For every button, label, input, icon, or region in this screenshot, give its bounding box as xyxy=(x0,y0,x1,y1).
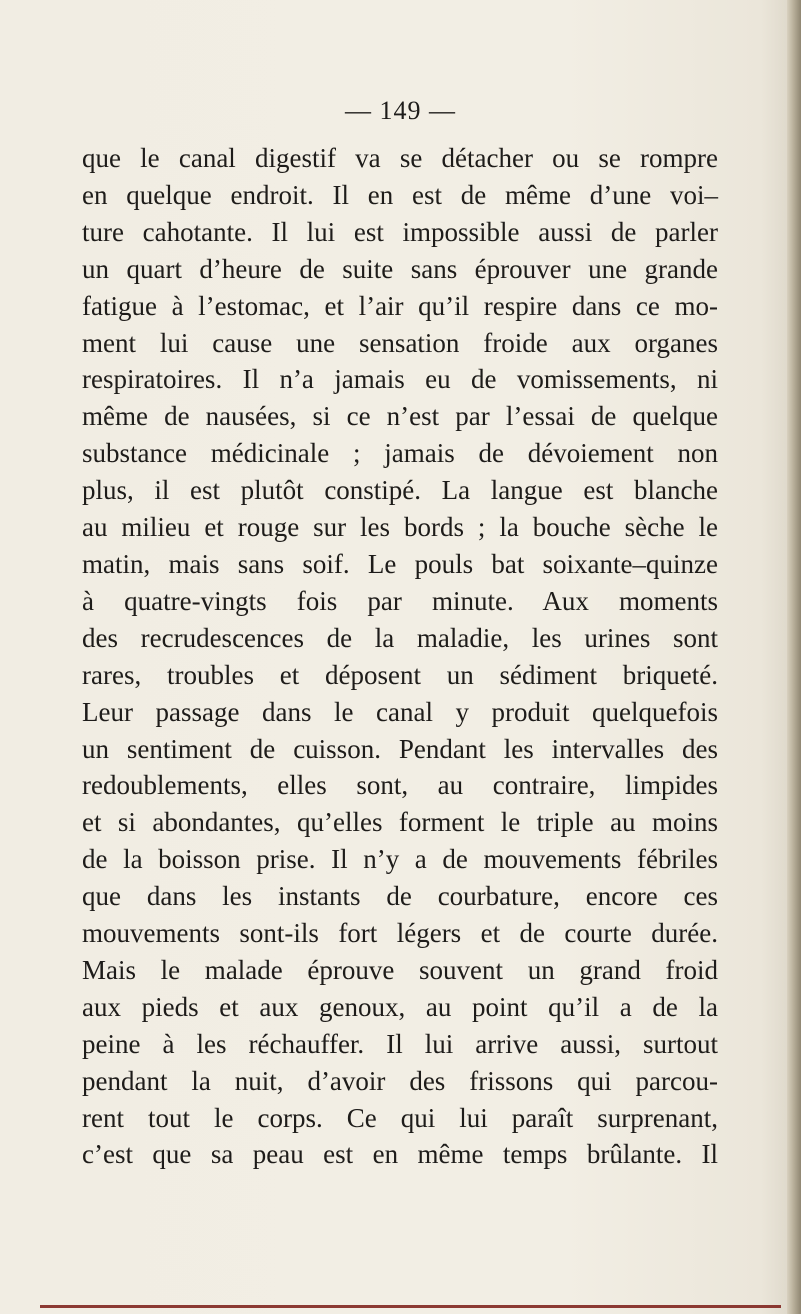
text-line-22: mouvements sont-ils fort légers et de courte durée. xyxy=(82,918,718,949)
text-line-21: que dans les instants de courbature, encore ces xyxy=(82,881,718,912)
text-line-6: ment lui cause une sensation froide aux organes xyxy=(82,327,718,358)
text-line-17: un sentiment de cuisson. Pendant les intervalles des xyxy=(82,733,718,764)
text-line-23: Mais le malade éprouve souvent un grand froid xyxy=(82,954,718,985)
text-line-5: fatigue à l’estomac, et l’air qu’il respire dans ce mo- xyxy=(82,290,718,321)
text-line-2: en quelque endroit. Il en est de même d’une voi– xyxy=(82,179,718,210)
text-line-26: pendant la nuit, d’avoir des frissons qui parcou- xyxy=(82,1065,718,1096)
text-line-24: aux pieds et aux genoux, au point qu’il a de la xyxy=(82,991,718,1022)
text-line-10: plus, il est plutôt constipé. La langue est blanche xyxy=(82,475,718,506)
text-line-1: que le canal digestif va se détacher ou se rompre xyxy=(82,143,718,173)
text-line-11: au milieu et rouge sur les bords ; la bouche sèche le xyxy=(82,512,718,543)
text-line-27: rent tout le corps. Ce qui lui paraît surprenant, xyxy=(82,1102,718,1133)
page-number-header: — 149 — xyxy=(345,96,456,125)
text-line-9: substance médicinale ; jamais de dévoiement non xyxy=(82,438,718,469)
text-line-14: des recrudescences de la maladie, les urines sont xyxy=(82,622,718,653)
text-line-13: à quatre-vingts fois par minute. Aux moments xyxy=(82,585,718,616)
text-line-19: et si abondantes, qu’elles forment le triple au moins xyxy=(82,807,718,838)
bottom-rule xyxy=(40,1305,781,1308)
text-line-20: de la boisson prise. Il n’y a de mouvements fébriles xyxy=(82,844,718,875)
text-line-8: même de nausées, si ce n’est par l’essai de quelque xyxy=(82,401,718,432)
text-line-28: c’est que sa peau est en même temps brûlante. Il xyxy=(82,1139,718,1170)
body-text xyxy=(82,140,718,1173)
text-line-7: respiratoires. Il n’a jamais eu de vomissements, ni xyxy=(82,364,718,395)
text-line-16: Leur passage dans le canal y produit quelquefois xyxy=(82,696,718,727)
text-line-3: ture cahotante. Il lui est impossible aussi de parler xyxy=(82,216,718,247)
page-edge-shadow xyxy=(787,0,801,1314)
text-line-4: un quart d’heure de suite sans éprouver une grande xyxy=(82,253,718,284)
text-line-25: peine à les réchauffer. Il lui arrive aussi, surtout xyxy=(82,1028,718,1059)
text-line-15: rares, troubles et déposent un sédiment briqueté. xyxy=(82,659,718,690)
text-line-18: redoublements, elles sont, au contraire, limpides xyxy=(82,770,718,801)
text-line-12: matin, mais sans soif. Le pouls bat soixante–quinze xyxy=(82,548,718,579)
